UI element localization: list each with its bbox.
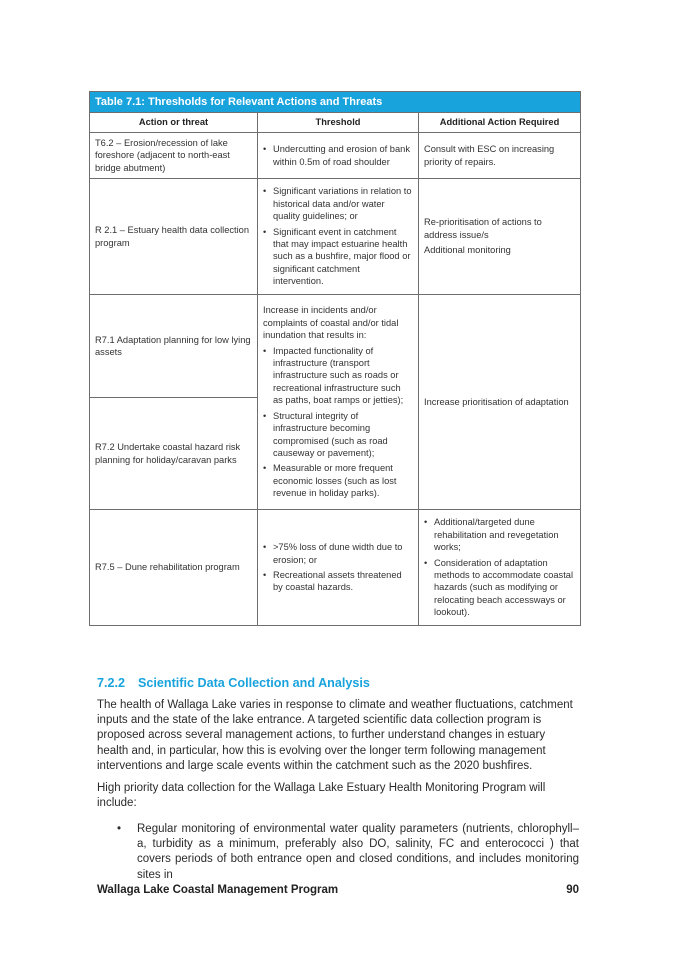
threshold-bullet: • Recreational assets threatened by coastal hazards. xyxy=(263,569,413,594)
threshold-bullet: • Significant variations in relation to historical data and/or water quality guidelines; or xyxy=(263,185,413,222)
additional-bullet: • Additional/targeted dune rehabilitation and revegetation works; xyxy=(424,516,575,553)
column-header-additional: Additional Action Required xyxy=(419,113,581,133)
section-number: 7.2.2 xyxy=(97,676,126,690)
threshold-cell xyxy=(258,133,419,179)
thresholds-table xyxy=(89,91,581,626)
threshold-bullet: • Measurable or more frequent economic losses (such as lost revenue in holiday parks). xyxy=(263,462,413,499)
additional-text: Increase prioritisation of adaptation xyxy=(424,396,569,407)
additional-cell xyxy=(419,133,581,179)
threshold-cell xyxy=(258,295,419,510)
action-cell: R7.2 Undertake coastal hazard risk planning for holiday/caravan parks xyxy=(90,398,258,510)
table-row xyxy=(90,133,581,179)
table-caption-row xyxy=(90,92,581,113)
threshold-bullet: • Significant event in catchment that may impact estuarine health such as a bushfire, major flood or significant catchment intervention. xyxy=(263,226,413,288)
threshold-bullet: • Structural integrity of infrastructure becoming compromised (such as road causeway or pavement); xyxy=(263,410,413,460)
threshold-bullet: • Undercutting and erosion of bank within 0.5m of road shoulder xyxy=(263,143,413,168)
footer-document-title: Wallaga Lake Coastal Management Program xyxy=(97,884,339,896)
additional-cell xyxy=(419,179,581,295)
table-caption: Table 7.1: Thresholds for Relevant Actions and Threats xyxy=(90,92,581,113)
table-row xyxy=(90,295,581,398)
threshold-intro: Increase in incidents and/or complaints of coastal and/or tidal inundation that results in: xyxy=(263,305,399,341)
threshold-cell xyxy=(258,179,419,295)
additional-cell xyxy=(419,510,581,626)
body-paragraph: High priority data collection for the Wallaga Lake Estuary Health Monitoring Program will include: xyxy=(97,782,546,810)
action-cell: T6.2 – Erosion/recession of lake foreshore (adjacent to north-east bridge abutment) xyxy=(90,133,258,179)
additional-text: Consult with ESC on increasing priority of repairs. xyxy=(424,144,555,167)
additional-text: Re-prioritisation of actions to address issue/s xyxy=(424,217,542,240)
table-row xyxy=(90,510,581,626)
section-heading xyxy=(97,676,370,690)
list-item-text: Regular monitoring of environmental water quality parameters (nutrients, chlorophyll–a, turbidity as a minimum, preferably also DO, salinity, FC and enterococci ) that covers periods of both entrance open and closed conditions, and includes monitoring sites in xyxy=(137,823,579,881)
action-cell: R7.1 Adaptation planning for low lying assets xyxy=(90,295,258,398)
bullet-dot-icon: • xyxy=(117,823,122,835)
threshold-bullet: • >75% loss of dune width due to erosion; or xyxy=(263,541,413,566)
additional-cell xyxy=(419,295,581,510)
additional-bullet: • Consideration of adaptation methods to accommodate coastal hazards (such as modifying or relocating beach accessways or lookout). xyxy=(424,557,575,619)
action-cell: R7.5 – Dune rehabilitation program xyxy=(90,510,258,626)
body-paragraph: The health of Wallaga Lake varies in response to climate and weather fluctuations, catchment inputs and the state of the lake entrance. A targeted scientific data collection program is proposed across several management actions, to further understand changes in estuary health and, in particular, how this is evolving over the longer term following management interventions and large scale events within the catchment such as the 2020 bushfires. xyxy=(97,699,573,772)
thresholds-table-container xyxy=(89,91,580,626)
threshold-bullet: • Impacted functionality of infrastructure (transport infrastructure such as roads or recreational infrastructure such as paths, boat ramps or jetties); xyxy=(263,345,413,407)
section-title: Scientific Data Collection and Analysis xyxy=(138,676,370,690)
list-item xyxy=(117,822,579,883)
footer-page-number: 90 xyxy=(566,884,579,896)
table-row xyxy=(90,179,581,295)
table-header-row xyxy=(90,113,581,133)
additional-text: Additional monitoring xyxy=(424,245,511,256)
column-header-action: Action or threat xyxy=(90,113,258,133)
column-header-threshold: Threshold xyxy=(258,113,419,133)
action-cell: R 2.1 – Estuary health data collection program xyxy=(90,179,258,295)
threshold-cell xyxy=(258,510,419,626)
